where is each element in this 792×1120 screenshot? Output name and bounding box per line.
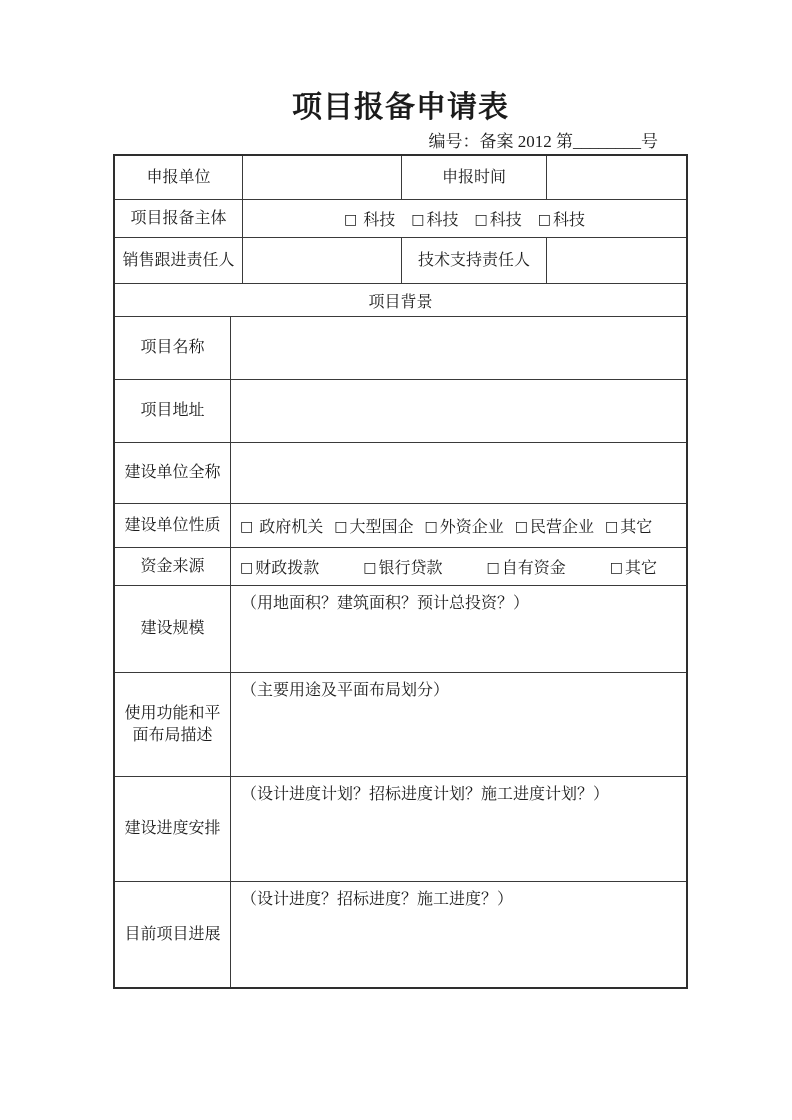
checkbox-option-label: 科技 <box>552 212 585 229</box>
checkbox-option-label: 科技 <box>489 212 522 229</box>
checkbox-option-label: 政府机关 <box>255 519 324 536</box>
table-row <box>115 586 686 673</box>
table-row <box>115 317 686 380</box>
checkbox-icon: □ <box>363 559 377 576</box>
declare-unit-label: 申报单位 <box>115 156 243 199</box>
checkbox-icon: □ <box>240 518 254 535</box>
checkbox-option[interactable] <box>487 555 566 578</box>
checkbox-option[interactable] <box>475 207 522 230</box>
unit-nature-options-cell <box>231 504 686 547</box>
tech-person-field[interactable] <box>547 238 686 283</box>
table-row <box>115 504 686 548</box>
checkbox-option[interactable] <box>425 514 504 537</box>
declare-unit-field[interactable] <box>243 156 402 199</box>
checkbox-option-label: 大型国企 <box>349 519 414 536</box>
unit-nature-label: 建设单位性质 <box>115 504 231 547</box>
checkbox-option[interactable] <box>605 514 652 537</box>
schedule-field[interactable] <box>231 777 686 881</box>
table-row <box>115 380 686 443</box>
section-title: 项目背景 <box>368 293 433 311</box>
construction-unit-name-label: 建设单位全称 <box>115 443 231 503</box>
tech-person-label: 技术支持责任人 <box>402 238 547 283</box>
table-row <box>115 777 686 882</box>
field-hint: （主要用途及平面布局划分） <box>241 682 450 699</box>
checkbox-icon: □ <box>240 559 254 576</box>
field-hint: （用地面积？建筑面积？预计总投资？） <box>241 595 530 612</box>
construction-unit-name-field[interactable] <box>231 443 686 503</box>
checkbox-option-label: 其它 <box>624 560 657 577</box>
construction-scale-field[interactable] <box>231 586 686 672</box>
checkbox-icon: □ <box>605 518 619 535</box>
checkbox-icon: □ <box>514 518 528 535</box>
table-row <box>115 882 686 987</box>
checkbox-option[interactable] <box>240 514 323 537</box>
current-progress-field[interactable] <box>231 882 686 987</box>
project-name-field[interactable] <box>231 317 686 379</box>
checkbox-option[interactable] <box>538 207 585 230</box>
checkbox-option[interactable] <box>344 207 395 230</box>
table-row <box>115 548 686 586</box>
checkbox-icon: □ <box>411 211 425 228</box>
declare-time-label: 申报时间 <box>402 156 547 199</box>
current-progress-label: 目前项目进展 <box>115 882 231 987</box>
checkbox-icon: □ <box>486 559 500 576</box>
declare-time-field[interactable] <box>547 156 686 199</box>
checkbox-option-label: 其它 <box>620 519 653 536</box>
checkbox-icon: □ <box>334 518 348 535</box>
project-address-field[interactable] <box>231 380 686 442</box>
document-page <box>113 0 688 989</box>
checkbox-option[interactable] <box>411 207 458 230</box>
checkbox-icon: □ <box>474 211 488 228</box>
checkbox-option-label: 自有资金 <box>501 560 566 577</box>
table-row <box>115 443 686 504</box>
fund-source-label: 资金来源 <box>115 548 231 585</box>
checkbox-option-label: 外资企业 <box>439 519 504 536</box>
schedule-label: 建设进度安排 <box>115 777 231 881</box>
project-name-label: 项目名称 <box>115 317 231 379</box>
checkbox-icon: □ <box>537 211 551 228</box>
field-hint: （设计进度？招标进度？施工进度？） <box>241 891 514 908</box>
table-row <box>115 156 686 200</box>
usage-layout-field[interactable] <box>231 673 686 776</box>
field-hint: （设计进度计划？招标进度计划？施工进度计划？） <box>241 786 610 803</box>
sales-person-label: 销售跟进责任人 <box>115 238 243 283</box>
table-row <box>115 238 686 284</box>
checkbox-option[interactable] <box>363 555 442 578</box>
application-form-table <box>113 154 688 989</box>
checkbox-option[interactable] <box>334 514 413 537</box>
subject-options-cell <box>243 200 686 237</box>
table-row <box>115 284 686 317</box>
fund-source-options-cell <box>231 548 686 585</box>
subject-label: 项目报备主体 <box>115 200 243 237</box>
checkbox-icon: □ <box>344 211 358 228</box>
checkbox-icon: □ <box>609 559 623 576</box>
checkbox-option-label: 科技 <box>426 212 459 229</box>
checkbox-option-label: 民营企业 <box>529 519 594 536</box>
checkbox-option-label: 银行贷款 <box>378 560 443 577</box>
checkbox-option[interactable] <box>515 514 594 537</box>
checkbox-icon: □ <box>424 518 438 535</box>
table-row <box>115 673 686 777</box>
checkbox-option[interactable] <box>610 555 657 578</box>
sales-person-field[interactable] <box>243 238 402 283</box>
checkbox-option[interactable] <box>240 555 319 578</box>
document-number-line: 编号：备案 2012 第________号 <box>428 132 658 151</box>
table-row <box>115 200 686 238</box>
project-address-label: 项目地址 <box>115 380 231 442</box>
checkbox-option-label: 科技 <box>359 212 396 229</box>
usage-layout-label: 使用功能和平面布局描述 <box>115 673 231 776</box>
construction-scale-label: 建设规模 <box>115 586 231 672</box>
page-title: 项目报备申请表 <box>292 91 509 124</box>
checkbox-option-label: 财政拨款 <box>255 560 320 577</box>
